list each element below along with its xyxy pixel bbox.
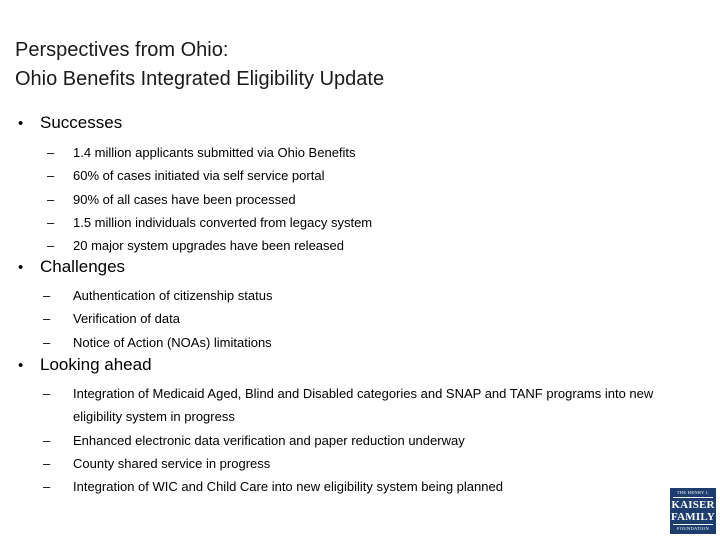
list-item	[43, 475, 708, 498]
section-heading: Successes	[40, 113, 123, 132]
list-item-text: Authentication of citizenship status	[73, 288, 273, 303]
slide-title	[15, 36, 705, 94]
list-item-text: Integration of WIC and Child Care into new eligibility system being planned	[73, 479, 503, 495]
dash-icon: –	[43, 479, 51, 495]
section-challenges	[18, 256, 708, 354]
logo-line-3: FAMILY	[671, 511, 715, 523]
dash-icon: –	[47, 168, 55, 184]
dash-icon: –	[43, 288, 51, 303]
logo-divider	[673, 524, 713, 525]
dash-icon: –	[47, 238, 55, 254]
list-item-text: 1.5 million individuals converted from legacy system	[73, 214, 373, 230]
list-item	[47, 188, 708, 211]
section-heading: Challenges	[40, 257, 126, 276]
dash-icon: –	[47, 145, 55, 160]
dash-icon: –	[43, 432, 51, 448]
list-item	[43, 452, 708, 475]
list-item-text: Enhanced electronic data verification and paper reduction underway	[73, 432, 465, 448]
list-item	[43, 382, 708, 429]
list-item	[43, 284, 708, 307]
kaiser-family-foundation-logo	[670, 488, 716, 534]
list-item	[43, 429, 708, 452]
dash-icon: –	[43, 455, 51, 471]
list-item	[47, 234, 708, 257]
title-line-1: Perspectives from Ohio:	[15, 39, 229, 61]
dash-icon: –	[43, 334, 51, 350]
dash-icon: –	[43, 386, 51, 401]
section-looking-ahead	[18, 354, 708, 498]
list-item	[47, 164, 708, 187]
list-item-text: Verification of data	[73, 311, 180, 327]
dash-icon: –	[43, 311, 51, 327]
list-item-text: Integration of Medicaid Aged, Blind and Disabled categories and SNAP and TANF programs into new eligibility system in progress	[73, 386, 654, 425]
list-item	[47, 211, 708, 234]
logo-divider	[673, 497, 713, 498]
list-item	[43, 307, 708, 330]
list-item	[43, 331, 708, 354]
logo-line-2: KAISER	[671, 499, 715, 511]
list-item-text: 60% of cases initiated via self service portal	[73, 168, 325, 184]
list-item	[47, 141, 708, 164]
list-item-text: 20 major system upgrades have been released	[73, 238, 344, 254]
list-item-text: Notice of Action (NOAs) limitations	[73, 334, 272, 350]
bullet-icon: •	[18, 115, 24, 132]
section-heading: Looking ahead	[40, 355, 152, 374]
list-item-text: 1.4 million applicants submitted via Ohio Benefits	[73, 145, 356, 160]
section-successes	[18, 112, 708, 257]
bullet-icon: •	[18, 259, 24, 276]
bullet-icon: •	[18, 357, 24, 374]
logo-line-4: FOUNDATION	[677, 526, 709, 531]
dash-icon: –	[47, 191, 55, 207]
list-item-text: County shared service in progress	[73, 455, 271, 471]
list-item-text: 90% of all cases have been processed	[73, 191, 296, 207]
dash-icon: –	[47, 214, 55, 230]
title-line-2: Ohio Benefits Integrated Eligibility Update	[15, 68, 385, 90]
logo-line-1: THE HENRY J.	[676, 490, 710, 495]
